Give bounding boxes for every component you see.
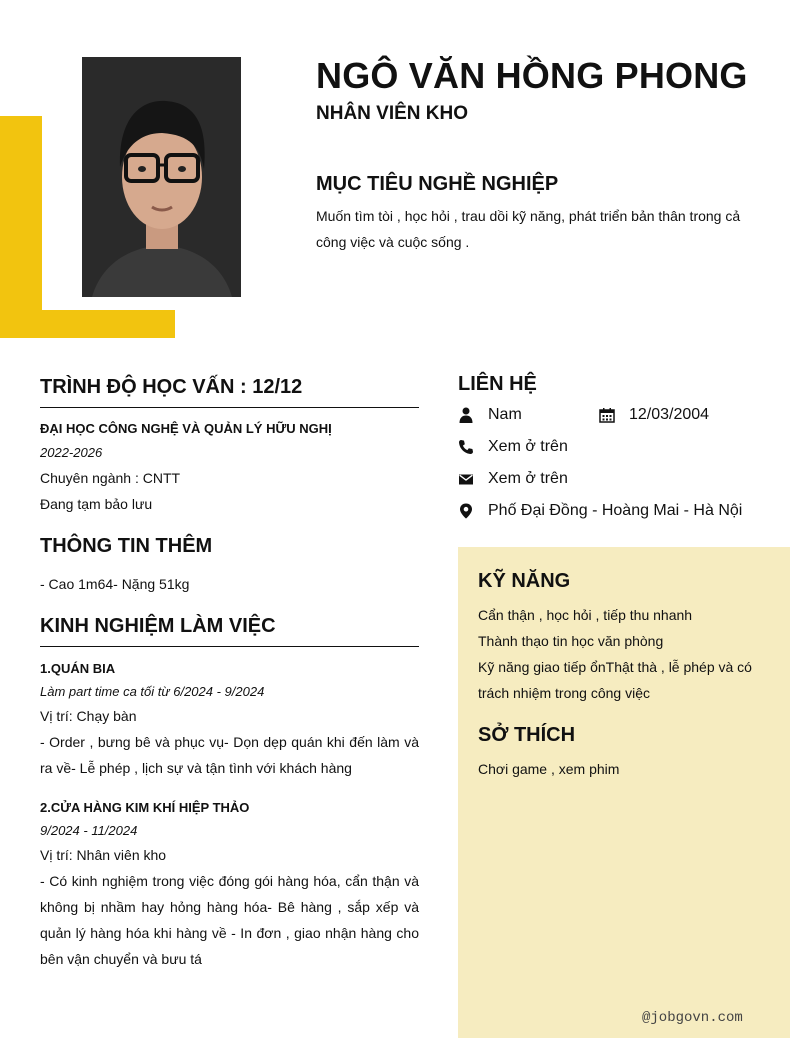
education-heading: TRÌNH ĐỘ HỌC VẤN : 12/12 bbox=[40, 376, 303, 398]
contact-heading: LIÊN HỆ bbox=[458, 373, 537, 395]
job-company: 2.CỬA HÀNG KIM KHÍ HIỆP THẢO bbox=[40, 800, 250, 815]
objective-heading: MỤC TIÊU NGHỀ NGHIỆP bbox=[316, 173, 559, 195]
contact-address bbox=[458, 502, 742, 520]
profile-photo bbox=[82, 57, 241, 297]
skill-item: Kỹ năng giao tiếp ổnThật thà , lễ phép và có trách nhiệm trong công việc bbox=[478, 659, 752, 701]
experience-divider bbox=[40, 646, 419, 647]
envelope-icon bbox=[458, 470, 474, 488]
skills-list bbox=[478, 602, 768, 706]
yellow-accent-bar-vertical bbox=[0, 116, 42, 338]
skill-item: Cẩn thận , học hỏi , tiếp thu nhanh bbox=[478, 607, 693, 623]
contact-address-value: Phố Đại Đồng - Hoàng Mai - Hà Nội bbox=[488, 502, 743, 519]
education-major: Chuyên ngành : CNTT bbox=[40, 470, 181, 486]
contact-email bbox=[458, 470, 568, 488]
experience-heading: KINH NGHIỆM LÀM VIỆC bbox=[40, 615, 276, 637]
job-period: 9/2024 - 11/2024 bbox=[40, 823, 138, 838]
job-role: Vị trí: Chạy bàn bbox=[40, 708, 137, 724]
contact-phone-value: Xem ở trên bbox=[488, 438, 568, 455]
yellow-accent-bar-horizontal bbox=[0, 310, 175, 338]
skill-item: Thành thạo tin học văn phòng bbox=[478, 633, 664, 649]
job-period: Làm part time ca tối từ 6/2024 - 9/2024 bbox=[40, 684, 265, 699]
job-entry-kim-khi bbox=[40, 799, 419, 972]
education-divider bbox=[40, 407, 419, 408]
objective-text: Muốn tìm tòi , học hỏi , trau dồi kỹ năng, phát triển bản thân trong cả công việc và cuộc sống . bbox=[316, 208, 741, 250]
hobbies-heading: SỞ THÍCH bbox=[478, 724, 576, 746]
job-role: Vị trí: Nhân viên kho bbox=[40, 847, 167, 863]
location-pin-icon bbox=[458, 502, 474, 520]
contact-birthday bbox=[599, 406, 709, 424]
watermark: @jobgovn.com bbox=[642, 1010, 743, 1026]
calendar-icon bbox=[599, 406, 615, 424]
contact-gender-value: Nam bbox=[488, 406, 522, 423]
candidate-name: NGÔ VĂN HỒNG PHONG bbox=[316, 55, 748, 96]
education-status: Đang tạm bảo lưu bbox=[40, 496, 153, 512]
phone-icon bbox=[458, 438, 474, 456]
job-description: - Order , bưng bê và phục vụ- Dọn dẹp quán khi đến làm và ra về- Lễ phép , lịch sự và tận tình với khách hàng bbox=[40, 734, 419, 776]
job-entry-quan-bia bbox=[40, 660, 419, 781]
job-description: - Có kinh nghiệm trong việc đóng gói hàng hóa, cẩn thận và không bị nhầm hay hỏng hàng hóa- Bê hàng , sắp xếp và quản lý hàng hóa khi hàng về - In đơn , giao nhận hàng cho bên vận chuyển và bưu tá bbox=[40, 873, 419, 967]
contact-birthday-value: 12/03/2004 bbox=[629, 406, 710, 423]
contact-gender bbox=[458, 406, 522, 424]
contact-email-value: Xem ở trên bbox=[488, 470, 568, 487]
hobbies-text: Chơi game , xem phim bbox=[478, 761, 620, 777]
education-school: ĐẠI HỌC CÔNG NGHỆ VÀ QUẢN LÝ HỮU NGHỊ bbox=[40, 421, 332, 436]
skills-heading: KỸ NĂNG bbox=[478, 570, 571, 592]
extra-info-heading: THÔNG TIN THÊM bbox=[40, 535, 213, 557]
job-company: 1.QUÁN BIA bbox=[40, 661, 116, 676]
person-icon bbox=[458, 406, 474, 424]
job-position: NHÂN VIÊN KHO bbox=[316, 103, 469, 124]
contact-phone bbox=[458, 438, 568, 456]
education-years: 2022-2026 bbox=[40, 445, 103, 460]
extra-info-text: - Cao 1m64- Nặng 51kg bbox=[40, 576, 190, 592]
